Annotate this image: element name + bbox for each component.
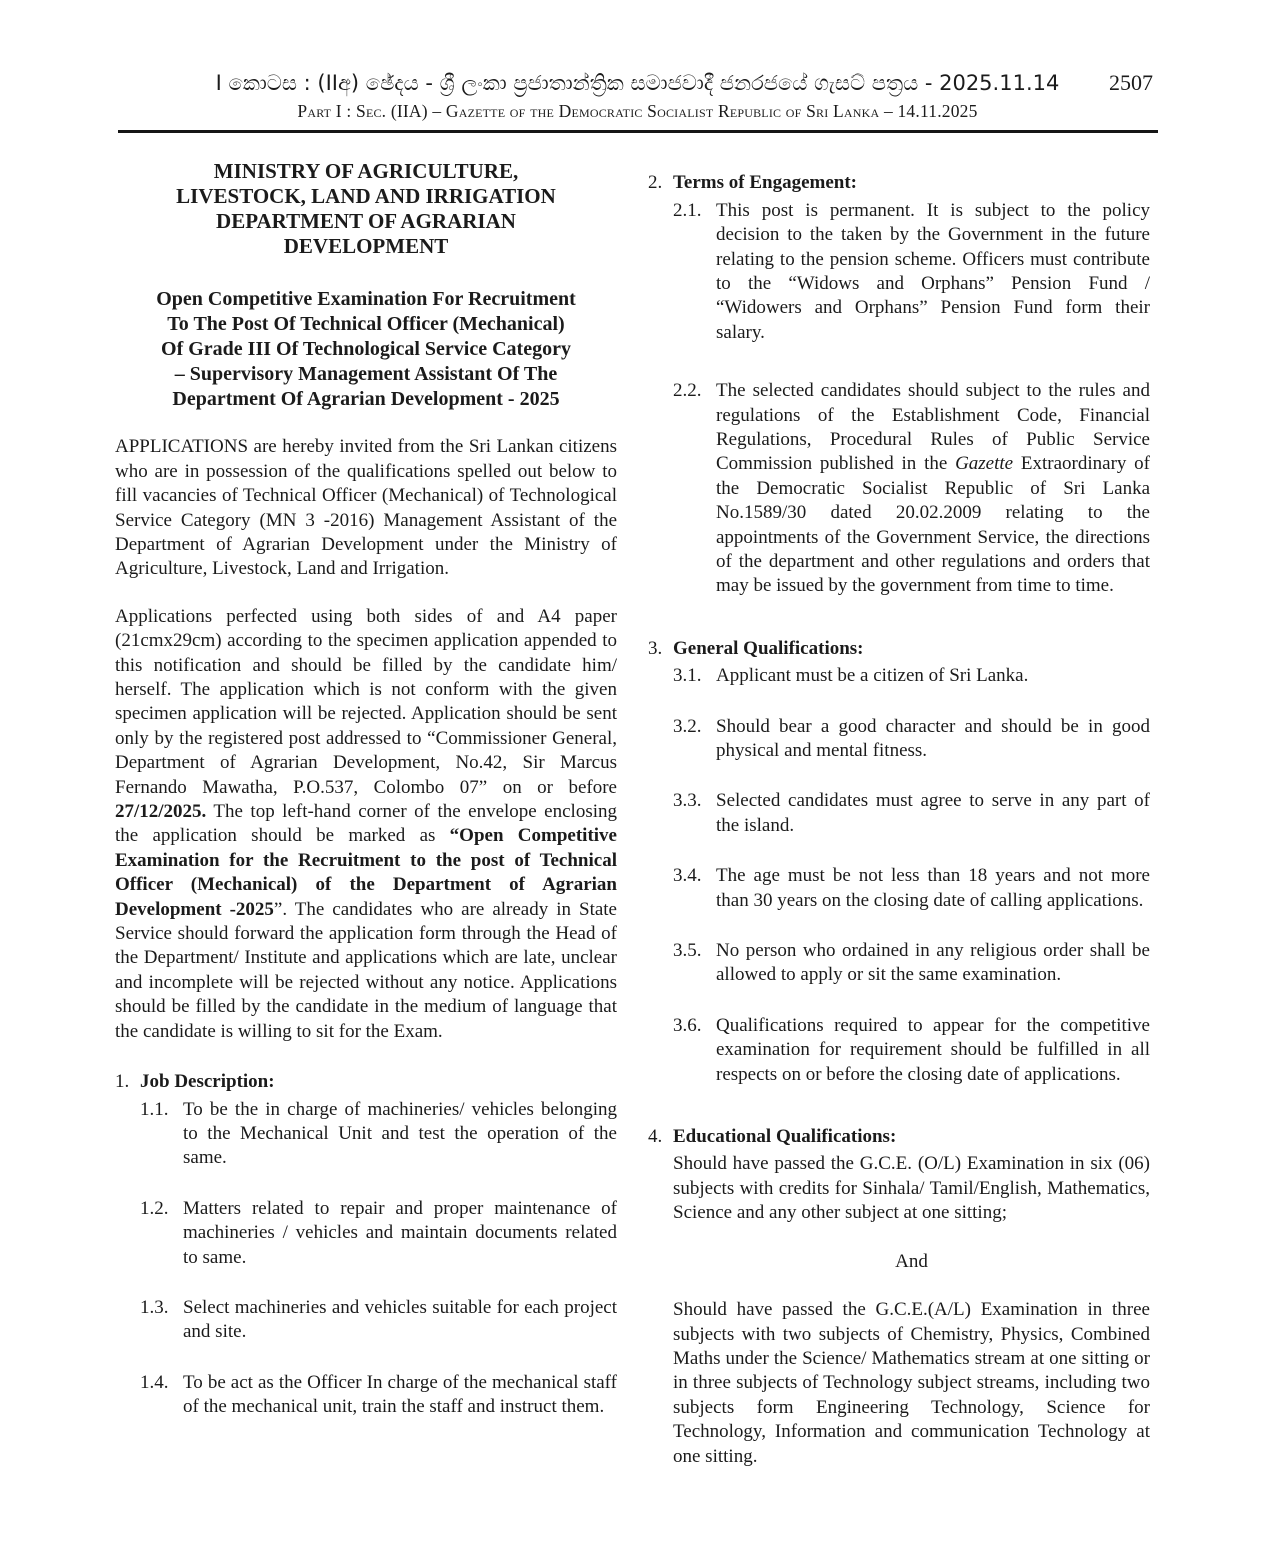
list-item-text: Select machineries and vehicles suitable for each project and site.: [183, 1296, 617, 1343]
page-header: [0, 70, 1275, 133]
terms-item: [673, 199, 1150, 345]
section-4-number: 4.: [648, 1126, 663, 1148]
al-qualification-paragraph: Should have passed the G.C.E.(A/L) Examination in three subjects with two subjects of Chemistry, Physics, Combined Maths under the Science/ Mathematics stream at one sitting or in three subjects of Technology subject streams, including two subjects form Engineering Technology, Science for Technology, Information and communication Technology at one sitting.: [673, 1299, 1150, 1467]
list-item-text: Applicant must be a citizen of Sri Lanka.: [716, 665, 1029, 687]
list-item-number: 2.1.: [673, 199, 702, 221]
header-english-line: Part I : Sec. (IIA) – Gazette of the Democratic Socialist Republic of Sri Lanka – 14.11.2025: [297, 101, 978, 122]
list-item-text: The age must be not less than 18 years and not more than 30 years on the closing date of calling applications.: [716, 865, 1150, 911]
notice-title-line: – Supervisory Management Assistant Of The: [174, 363, 558, 386]
section-3-number: 3.: [648, 637, 663, 659]
list-item-number: 3.6.: [673, 1014, 702, 1036]
general-qualification-item: [673, 789, 1150, 838]
application-paragraph-text: Applications perfected using both sides of and A4 paper (21cmx29cm) according to the specimen application appended to this notification and should be filled by the candidate him/ herself. The application which is not conform with the given specimen application will be rejected. Application should be sent only by the registered post addressed to “Commissioner General, Department of Agrarian Development, No.42, Sir Marcus Fernando Mawatha, P.O.537, Colombo 07” on or before: [115, 605, 617, 798]
list-item-text: No person who ordained in any religious order shall be allowed to apply or sit the same examination.: [716, 940, 1150, 986]
general-qualification-item: [673, 664, 1150, 688]
general-qualification-item: [673, 715, 1150, 764]
job-description-item: [140, 1197, 617, 1270]
header-rule: [118, 130, 1158, 133]
section-1-title: Job Description:: [140, 1071, 275, 1093]
ministry-heading-line: DEPARTMENT OF AGRARIAN: [216, 208, 516, 233]
list-item-text: Qualifications required to appear for the competitive examination for requirement should be fulfilled in all respects on or before the closing date of applications.: [716, 1014, 1150, 1085]
ol-qualification-paragraph: Should have passed the G.C.E. (O/L) Examination in six (06) subjects with credits for Sinhala/ Tamil/English, Mathematics, Science and any other subject at one sitting;: [673, 1153, 1150, 1224]
list-item-text: [716, 379, 1150, 599]
ministry-heading-line: DEVELOPMENT: [283, 233, 449, 258]
general-qualification-item: [673, 939, 1150, 988]
list-item-number: 2.2.: [673, 380, 702, 402]
ministry-heading-line: LIVESTOCK, LAND AND IRRIGATION: [176, 184, 556, 209]
list-item-number: 3.5.: [673, 940, 702, 962]
ministry-heading-line: MINISTRY OF AGRICULTURE,: [213, 159, 519, 184]
application-paragraph-text: The top left-hand corner of the envelope enclosing the application should be marked as: [115, 801, 617, 847]
section-1-heading: [115, 1070, 617, 1094]
page-number: 2507: [1109, 70, 1153, 95]
general-qualification-item: [673, 1014, 1150, 1087]
notice-title-line: Department Of Agrarian Development - 2025: [172, 388, 560, 411]
section-3-title: General Qualifications:: [673, 637, 864, 659]
list-item-number: 1.1.: [140, 1098, 169, 1120]
job-description-item: [140, 1371, 617, 1420]
list-item-number: 1.3.: [140, 1296, 169, 1318]
list-item-text: This post is permanent. It is subject to the policy decision to the taken by the Government in the future relating to the pension scheme. Officers must contribute to the “Widows and Orphans” Pension Fund / “Widowers and Orphans” Pension Fund form their salary.: [716, 199, 1150, 343]
list-item-text: Selected candidates must agree to serve in any part of the island.: [716, 790, 1150, 836]
list-item-number: 3.4.: [673, 865, 702, 887]
list-item-text: To be the in charge of machineries/ vehicles belonging to the Mechanical Unit and test the operation of the same.: [183, 1098, 617, 1169]
content-columns: [0, 133, 1275, 1469]
left-column: [115, 159, 617, 1469]
list-item-number: 3.1.: [673, 665, 702, 687]
list-item-number: 1.2.: [140, 1197, 169, 1219]
ministry-heading: [115, 159, 617, 258]
list-item-number: 3.3.: [673, 790, 702, 812]
section-2-heading: [648, 171, 1150, 195]
application-instructions-paragraph: [115, 605, 617, 1044]
list-item-text: Should bear a good character and should be in good physical and mental fitness.: [716, 715, 1150, 762]
notice-title: [115, 287, 617, 412]
right-column: [648, 171, 1150, 1469]
section-4-title: Educational Qualifications:: [673, 1126, 897, 1148]
general-qualification-item: [673, 864, 1150, 913]
terms-item-text: The selected candidates should subject to the rules and regulations of the Establishment Code, Financial Regulations, Procedural Rules of Public Service Commission published in the: [716, 380, 1150, 475]
section-2-title: Terms of Engagement:: [673, 172, 857, 194]
envelope-marking-text: “Open Competitive Examination for the Recruitment to the post of Technical Officer (Mechanical) of the Department of Agrarian Development -2025: [115, 825, 617, 920]
job-description-item: [140, 1098, 617, 1171]
job-description-item: [140, 1296, 617, 1345]
list-item-text: Matters related to repair and proper maintenance of machineries / vehicles and maintain documents related to same.: [183, 1197, 617, 1268]
notice-title-line: Open Competitive Examination For Recruitment: [156, 288, 576, 311]
list-item-number: 3.2.: [673, 715, 702, 737]
terms-item: [673, 379, 1150, 599]
notice-title-line: To The Post Of Technical Officer (Mechanical): [167, 313, 565, 336]
section-4-heading: [648, 1125, 1150, 1149]
intro-paragraph: APPLICATIONS are hereby invited from the Sri Lankan citizens who are in possession of the qualifications spelled out below to fill vacancies of Technical Officer (Mechanical) of Technological Service Category (MN 3 -2016) Management Assistant of the Department of Agrarian Development under the Ministry of Agriculture, Livestock, Land and Irrigation.: [115, 436, 617, 580]
list-item-text: To be act as the Officer In charge of the mechanical staff of the mechanical unit, train the staff and instruct them.: [183, 1371, 617, 1418]
header-sinhala-line: I කොටස : (IIඅ) ඡේදය - ශ්‍රී ලංකා ප්‍රජාතාන්ත්‍රික සමාජවාදී ජනරජයේ ගැසට් පත්‍රය - 2025.11.14: [215, 71, 1060, 95]
gazette-word: Gazette: [955, 453, 1014, 475]
closing-date-text: 27/12/2025.: [115, 801, 207, 823]
section-1-number: 1.: [115, 1071, 130, 1093]
section-2-number: 2.: [648, 172, 663, 194]
terms-item-text: Extraordinary of the Democratic Socialist Republic of Sri Lanka No.1589/30 dated 20.02.2009 relating to the appointments of the Government Service, the directions of the department and other regulations and orders that may be issued by the government from time to time.: [716, 453, 1150, 597]
list-item-number: 1.4.: [140, 1371, 169, 1393]
and-connector: And: [895, 1250, 928, 1272]
section-3-heading: [648, 637, 1150, 661]
notice-title-line: Of Grade III Of Technological Service Category: [161, 338, 571, 361]
application-paragraph-text: ”. The candidates who are already in State Service should forward the application form through the Head of the Department/ Institute and applications which are late, unclear and incomplete will be rejected without any notice. Applications should be filled by the candidate in the medium of language that the candidate is willing to sit for the Exam.: [115, 898, 617, 1042]
